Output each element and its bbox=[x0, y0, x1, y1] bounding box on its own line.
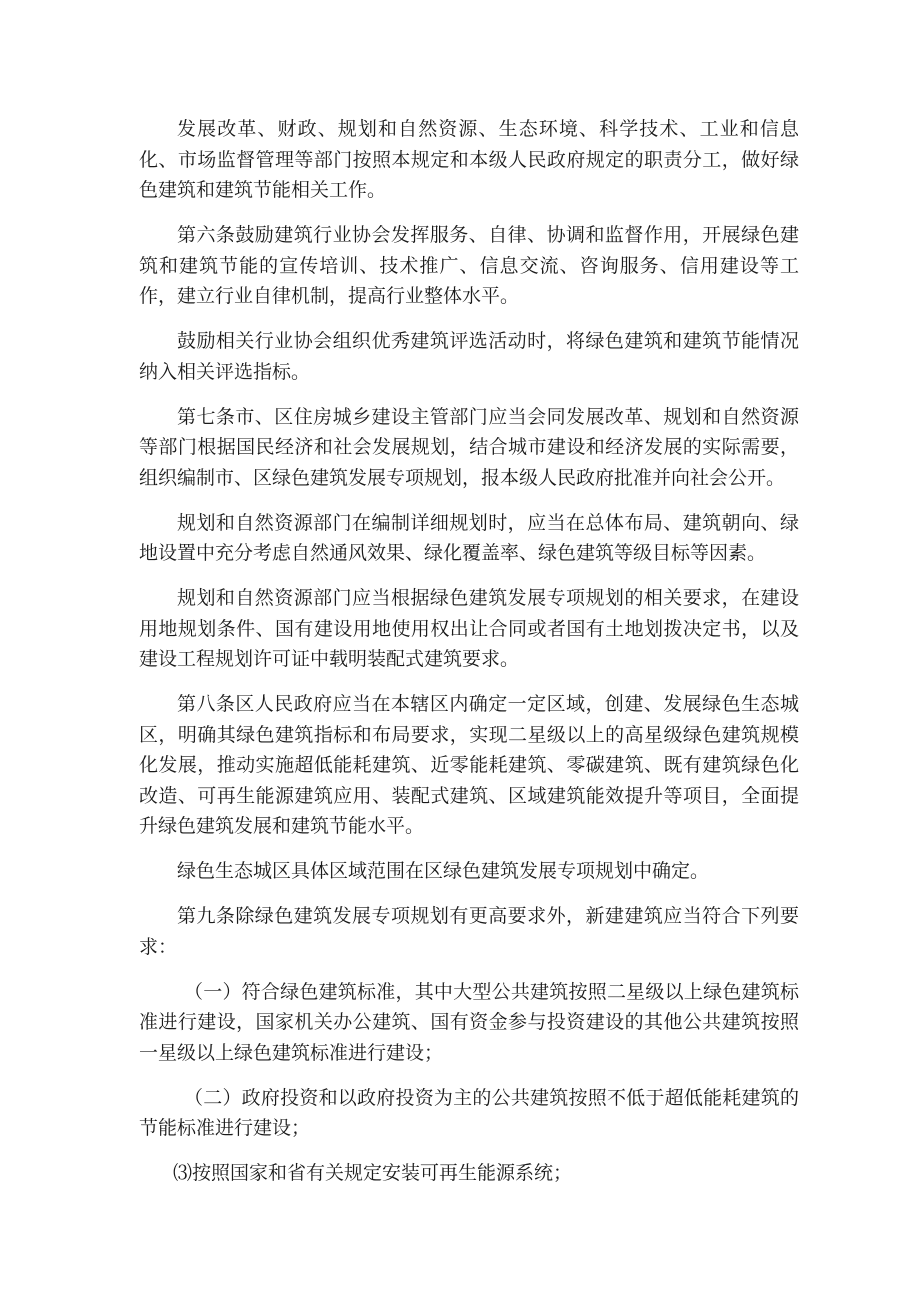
paragraph-detailed-planning: 规划和自然资源部门在编制详细规划时，应当在总体布局、建筑朝向、绿地设置中充分考虑自然通风效果、绿化覆盖率、绿色建筑等级目标等因素。 bbox=[139, 511, 799, 564]
list-item-2: （二）政府投资和以政府投资为主的公共建筑按照不低于超低能耗建筑的节能标准进行建设； bbox=[139, 1086, 799, 1139]
paragraph-association-evaluation: 鼓励相关行业协会组织优秀建筑评选活动时，将绿色建筑和建筑节能情况纳入相关评选指标。 bbox=[139, 330, 799, 383]
paragraph-article-9: 第九条除绿色建筑发展专项规划有更高要求外，新建建筑应当符合下列要求： bbox=[139, 905, 799, 958]
paragraph-eco-district-scope: 绿色生态城区具体区域范围在区绿色建筑发展专项规划中确定。 bbox=[177, 860, 710, 882]
document-body bbox=[139, 114, 799, 1203]
list-item-1: （一）符合绿色建筑标准，其中大型公共建筑按照二星级以上绿色建筑标准进行建设，国家机关办公建筑、国有资金参与投资建设的其他公共建筑按照一星级以上绿色建筑标准进行建设； bbox=[139, 980, 799, 1064]
paragraph-prefab-requirements: 规划和自然资源部门应当根据绿色建筑发展专项规划的相关要求，在建设用地规划条件、国有建设用地使用权出让合同或者国有土地划拨决定书，以及建设工程规划许可证中载明装配式建筑要求。 bbox=[139, 587, 799, 670]
paragraph-article-6: 第六条鼓励建筑行业协会发挥服务、自律、协调和监督作用，开展绿色建筑和建筑节能的宣传培训、技术推广、信息交流、咨询服务、信用建设等工作，建立行业自律机制，提高行业整体水平。 bbox=[139, 224, 799, 307]
list-item-3: ⑶按照国家和省有关规定安装可再生能源系统； bbox=[173, 1162, 573, 1184]
paragraph-article-8: 第八条区人民政府应当在本辖区内确定一定区域，创建、发展绿色生态城区，明确其绿色建筑指标和布局要求，实现二星级以上的高星级绿色建筑规模化发展，推动实施超低能耗建筑、近零能耗建筑、零碳建筑、既有建筑绿色化改造、可再生能源建筑应用、装配式建筑、区域建筑能效提升等项目，全面提升绿色建筑发展和建筑节能水平。 bbox=[139, 693, 799, 837]
paragraph-departments-duties: 发展改革、财政、规划和自然资源、生态环境、科学技术、工业和信息化、市场监督管理等部门按照本规定和本级人民政府规定的职责分工，做好绿色建筑和建筑节能相关工作。 bbox=[139, 118, 799, 201]
paragraph-article-7: 第七条市、区住房城乡建设主管部门应当会同发展改革、规划和自然资源等部门根据国民经济和社会发展规划，结合城市建设和经济发展的实际需要，组织编制市、区绿色建筑发展专项规划，报本级人民政府批准并向社会公开。 bbox=[139, 405, 799, 489]
